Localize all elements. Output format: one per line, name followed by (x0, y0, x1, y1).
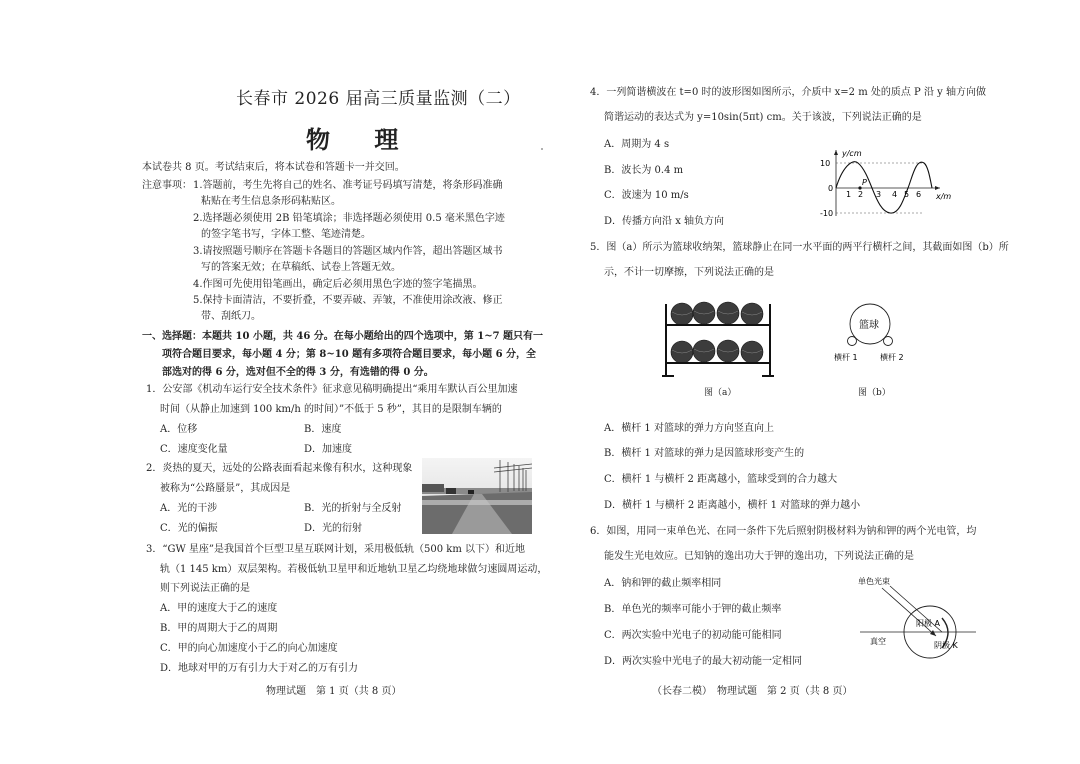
figure-b-caption: 图（b） (858, 388, 891, 398)
note-line: 4.作图可先使用铅笔画出，确定后必须用黑色字迹的签字笔描黑。 (193, 279, 483, 290)
question-6-stem: 能发生光电效应。已知钠的逸出功大于钾的逸出功，下列说法正确的是 (604, 551, 914, 562)
note-line: 的签字笔书写，字体工整、笔迹清楚。 (201, 229, 371, 240)
x-tick: 6 (916, 190, 922, 199)
point-p-label: P (862, 178, 867, 187)
x-tick: 4 (892, 190, 898, 199)
question-1-stem: 时间（从静止加速到 100 km/h 的时间）”不低于 5 秒”，其目的是限制车辆的 (160, 404, 502, 415)
option-b: B．波长为 0.4 m (604, 165, 684, 176)
scan-speck (541, 148, 543, 150)
option-c: C．甲的向心加速度小于乙的向心加速度 (160, 643, 338, 654)
option-c: C．速度变化量 (160, 444, 228, 455)
x-tick: 1 (846, 190, 852, 199)
option-c: C．两次实验中光电子的初动能可能相同 (604, 630, 782, 641)
ball-label: 篮球 (859, 320, 879, 331)
option-d: D．两次实验中光电子的最大初动能一定相同 (604, 656, 803, 667)
road-mirage-photo (422, 458, 532, 534)
option-b: B．甲的周期大于乙的周期 (160, 623, 278, 634)
question-2-stem: 2．炎热的夏天，远处的公路表面看起来像有积水，这种现象 (146, 463, 413, 474)
wave-graph (816, 144, 956, 222)
question-3-stem: 则下列说法正确的是 (160, 583, 250, 594)
question-5-stem: 示，不计一切摩擦，下列说法正确的是 (604, 267, 774, 278)
section-heading: 项符合题目要求，每小题 4 分；第 8~10 题有多项符合题目要求，每小题 6 分，全 (162, 349, 537, 360)
note-line: 写的答案无效；在草稿纸、试卷上答题无效。 (201, 262, 401, 273)
y-axis-label: y/cm (842, 149, 862, 158)
note-line: 粘贴在考生信息条形码粘贴区。 (201, 196, 341, 207)
option-b: B．单色光的频率可能小于钾的截止频率 (604, 604, 782, 615)
wave-curve (836, 162, 932, 213)
bar-1-circle (848, 337, 857, 346)
option-c: C．横杆 1 与横杆 2 距离越小，篮球受到的合力越大 (604, 474, 838, 485)
exam-title: 长春市 2026 届高三质量监测（二） (236, 89, 521, 109)
option-c: C．波速为 10 m/s (604, 190, 689, 201)
cathode-label: 阴极 K (934, 641, 958, 650)
y-tick: -10 (820, 209, 834, 218)
option-a: A．位移 (160, 424, 198, 435)
option-d: D．传播方向沿 x 轴负方向 (604, 216, 725, 227)
anode-label: 阳极 A (916, 619, 941, 628)
question-6-stem: 6．如图，用同一束单色光、在同一条件下先后照射阴极材料为钠和钾的两个光电管，均 (590, 526, 977, 537)
question-4-stem: 简谐运动的表达式为 y=10sin(5πt) cm。关于该波，下列说法正确的是 (604, 112, 922, 123)
vacuum-label: 真空 (870, 637, 886, 646)
notice-label: 注意事项： (142, 180, 192, 191)
page-footer: 物理试题 第 1 页（共 8 页） (266, 686, 402, 697)
note-line: 3.请按照题号顺序在答题卡各题目的答题区域内作答，超出答题区域书 (193, 246, 503, 257)
section-heading: 部选对的得 6 分，选对但不全的得 3 分，有选错的得 0 分。 (162, 367, 434, 378)
option-b: B．横杆 1 对篮球的弹力是因篮球形变产生的 (604, 448, 805, 459)
option-d: D．光的衍射 (304, 523, 363, 534)
bar-2-circle (884, 337, 893, 346)
option-a: A．光的干涉 (160, 503, 218, 514)
option-a: A．钠和钾的截止频率相同 (604, 578, 722, 589)
option-d: D．加速度 (304, 444, 353, 455)
x-tick: 5 (904, 190, 910, 199)
question-3-stem: 轨（1 145 km）双层架构。若极低轨卫星甲和近地轨卫星乙均绕地球做匀速圆周运动， (160, 564, 548, 575)
note-line: 1.答题前，考生先将自己的姓名、准考证号码填写清楚，将条形码准确 (193, 180, 503, 191)
basketball-cross-section (826, 294, 916, 366)
page-footer: （长春二模） 物理试题 第 2 页（共 8 页） (652, 686, 853, 697)
option-a: A．周期为 4 s (604, 139, 670, 150)
question-1-stem: 1．公安部《机动车运行安全技术条件》征求意见稿明确提出“乘用车默认百公里加速 (146, 384, 518, 395)
question-4-stem: 4．一列简谐横波在 t=0 时的波形图如图所示，介质中 x=2 m 处的质点 P 沿 y 轴方向做 (590, 87, 986, 98)
figure-a-caption: 图（a） (704, 388, 737, 398)
note-line: 2.选择题必须使用 2B 铅笔填涂；非选择题必须使用 0.5 毫米黑色字迹 (193, 213, 505, 224)
option-a: A．横杆 1 对篮球的弹力方向竖直向上 (604, 423, 774, 434)
note-line: 带、刮纸刀。 (201, 311, 261, 322)
x-axis-label: x/m (936, 192, 952, 201)
option-c: C．光的偏振 (160, 523, 218, 534)
option-d: D．地球对甲的万有引力大于对乙的万有引力 (160, 663, 359, 674)
y-tick: 0 (828, 184, 834, 193)
option-d: D．横杆 1 与横杆 2 距离越小，横杆 1 对篮球的弹力越小 (604, 500, 861, 511)
photocell-diagram (856, 574, 980, 674)
note-line: 5.保持卡面清洁，不要折叠，不要弄破、弄皱，不准使用涂改液、修正 (193, 295, 503, 306)
question-2-stem: 被称为“公路蜃景”，其成因是 (160, 483, 291, 494)
subject-title: 物 理 (306, 125, 417, 154)
bar-1-label: 横杆 1 (834, 353, 858, 362)
option-b: B．速度 (304, 424, 342, 435)
bar-2-label: 横杆 2 (880, 353, 904, 362)
light-beam-label: 单色光束 (858, 577, 890, 586)
x-tick: 2 (858, 190, 864, 199)
basketball-rack-figure (658, 294, 778, 378)
x-tick: 3 (876, 190, 882, 199)
option-b: B．光的折射与全反射 (304, 503, 402, 514)
section-heading: 一、选择题：本题共 10 小题，共 46 分。在每小题给出的四个选项中，第 1~7 题只有一 (142, 331, 544, 342)
question-3-stem: 3．“GW 星座”是我国首个巨型卫星互联网计划，采用极低轨（500 km 以下）和近地 (146, 544, 526, 555)
option-a: A．甲的速度大于乙的速度 (160, 603, 278, 614)
question-5-stem: 5．图（a）所示为篮球收纳架，篮球静止在同一水平面的两平行横杆之间，其截面如图（b）所 (590, 242, 1009, 253)
intro-line: 本试卷共 8 页。考试结束后，将本试卷和答题卡一并交回。 (142, 162, 405, 173)
y-tick: 10 (820, 159, 831, 168)
